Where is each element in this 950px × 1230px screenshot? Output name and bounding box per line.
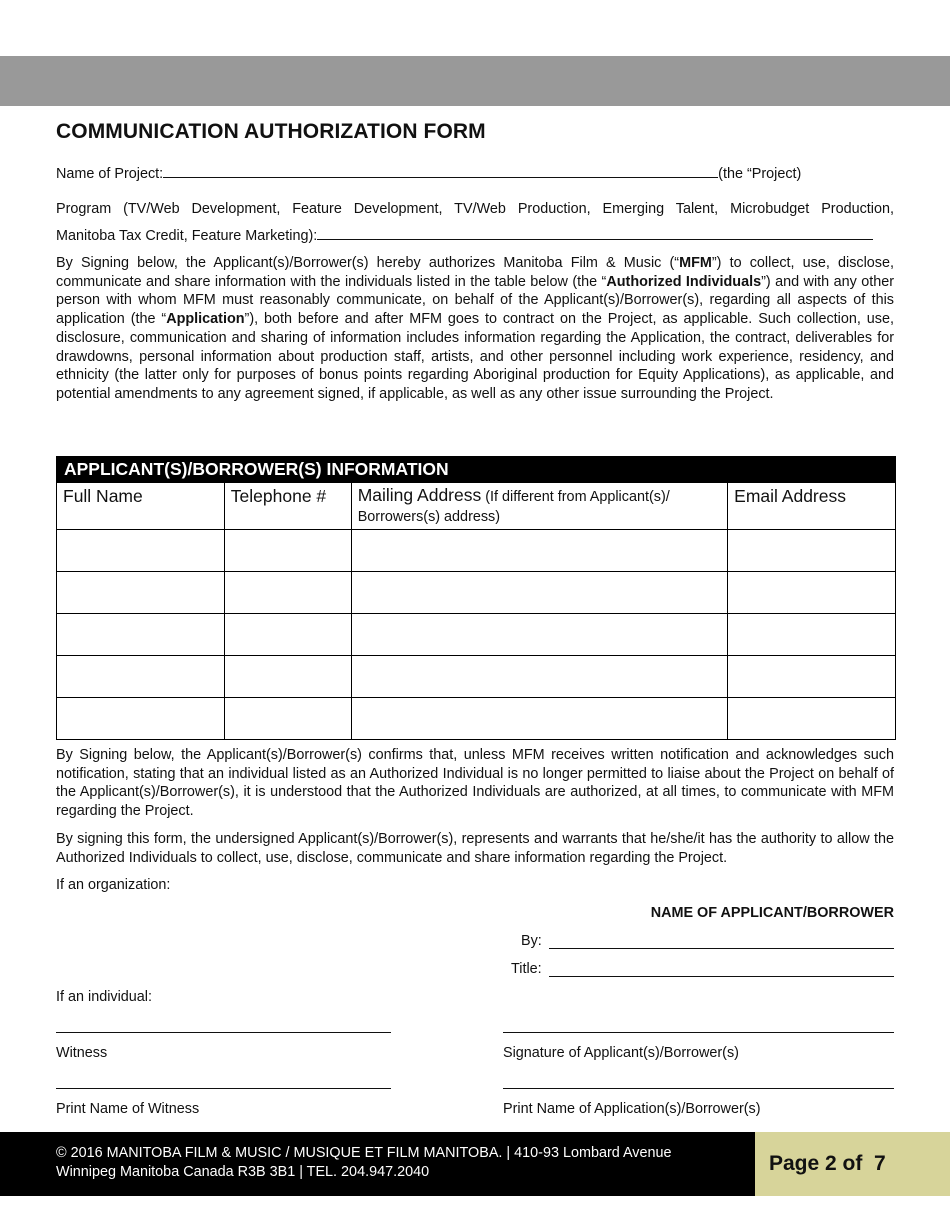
witness-signature-line[interactable] — [56, 1032, 391, 1033]
project-name-row — [56, 164, 801, 182]
signature-applicant-label: Signature of Applicant(s)/Borrower(s) — [503, 1045, 739, 1061]
title-label: Title: — [511, 961, 542, 977]
cell-mailing[interactable] — [351, 698, 727, 740]
cell-email[interactable] — [728, 614, 896, 656]
authorization-paragraph: By Signing below, the Applicant(s)/Borrower(s) hereby authorizes Manitoba Film & Music (“MFM”) to collect, use, disclose, communicate and share information with the individuals listed in the table below (the “Authorized Individuals”) and with any other person with whom MFM must reasonably communicate, on behalf of the Applicant(s)/Borrower(s), regarding all aspects of this application (the “Application”), both before and after MFM goes to contract on the Project, as applicable. Such collection, use, disclosure, communication and sharing of information includes information regarding the Application, the contract, deliverables for drawdowns, personal information about production staff, artists, and other personnel including work experience, residency, and ethnicity (the latter only for purposes of bonus points regarding Aboriginal production for Equity Applications), as applicable, and potential amendments to any agreement signed, if applicable, as well as any other issue surrounding the Project. — [56, 255, 894, 402]
form-title: COMMUNICATION AUTHORIZATION FORM — [56, 120, 486, 143]
witness-label: Witness — [56, 1045, 108, 1061]
warranty-paragraph: By signing this form, the undersigned Applicant(s)/Borrower(s), represents and warrants that he/she/it has the authority to allow the Authorized Individuals to collect, use, disclose, communicate and share information regarding the Project. — [56, 831, 894, 866]
cell-mailing[interactable] — [351, 530, 727, 572]
page-number: Page 2 of 7 — [755, 1132, 950, 1196]
footer-line-1: © 2016 MANITOBA FILM & MUSIC / MUSIQUE ET FILM MANITOBA. | 410-93 Lombard Avenue — [56, 1145, 672, 1161]
table-row — [57, 614, 896, 656]
footer — [0, 1132, 755, 1196]
col-mailing-address: Mailing Address (If different from Applicant(s)/ Borrowers(s) address) — [351, 483, 727, 530]
project-suffix: (the “Project) — [718, 166, 802, 182]
if-individual-label: If an individual: — [56, 989, 152, 1005]
applicant-print-line[interactable] — [503, 1088, 894, 1089]
cell-full-name[interactable] — [57, 614, 225, 656]
table-row — [57, 698, 896, 740]
cell-mailing[interactable] — [351, 614, 727, 656]
cell-telephone[interactable] — [224, 572, 351, 614]
cell-email[interactable] — [728, 572, 896, 614]
print-witness-label: Print Name of Witness — [56, 1101, 200, 1117]
program-line-1: Program (TV/Web Development, Feature Development, TV/Web Production, Emerging Talent, Microbudget Production, — [56, 201, 894, 217]
cell-email[interactable] — [728, 656, 896, 698]
cell-full-name[interactable] — [57, 530, 225, 572]
applicant-info-table — [56, 456, 896, 740]
table-row — [57, 530, 896, 572]
applicant-signature-line[interactable] — [503, 1032, 894, 1033]
by-signature-line[interactable] — [549, 948, 894, 949]
cell-full-name[interactable] — [57, 656, 225, 698]
header-band — [0, 56, 950, 106]
cell-full-name[interactable] — [57, 572, 225, 614]
print-applicant-label: Print Name of Application(s)/Borrower(s) — [503, 1101, 761, 1117]
cell-telephone[interactable] — [224, 656, 351, 698]
confirmation-paragraph: By Signing below, the Applicant(s)/Borrower(s) confirms that, unless MFM receives written notification and acknowledges such notification, stating that an individual listed as an Authorized Individual is no longer permitted to liaise about the Project on behalf of the Applicant(s)/Borrower(s), it is understood that the Authorized Individuals are authorized, at all times, to communicate with MFM regarding the Project. — [56, 747, 894, 820]
cell-telephone[interactable] — [224, 698, 351, 740]
cell-telephone[interactable] — [224, 614, 351, 656]
cell-full-name[interactable] — [57, 698, 225, 740]
col-full-name: Full Name — [57, 483, 225, 530]
cell-telephone[interactable] — [224, 530, 351, 572]
cell-email[interactable] — [728, 530, 896, 572]
col-email: Email Address — [728, 483, 896, 530]
table-row — [57, 572, 896, 614]
cell-mailing[interactable] — [351, 656, 727, 698]
by-label: By: — [521, 933, 542, 949]
table-row — [57, 656, 896, 698]
program-field[interactable] — [317, 226, 873, 240]
cell-mailing[interactable] — [351, 572, 727, 614]
project-name-field[interactable] — [163, 164, 718, 178]
program-label: Manitoba Tax Credit, Feature Marketing): — [56, 228, 318, 244]
cell-email[interactable] — [728, 698, 896, 740]
footer-line-2: Winnipeg Manitoba Canada R3B 3B1 | TEL. 204.947.2040 — [56, 1163, 430, 1180]
if-organization-label: If an organization: — [56, 877, 171, 893]
witness-print-line[interactable] — [56, 1088, 391, 1089]
col-telephone: Telephone # — [224, 483, 351, 530]
name-of-applicant-heading: NAME OF APPLICANT/BORROWER — [650, 905, 894, 921]
title-line[interactable] — [549, 976, 894, 977]
program-row — [56, 226, 873, 244]
project-label: Name of Project: — [56, 166, 164, 182]
table-header: APPLICANT(S)/BORROWER(S) INFORMATION — [57, 457, 896, 483]
